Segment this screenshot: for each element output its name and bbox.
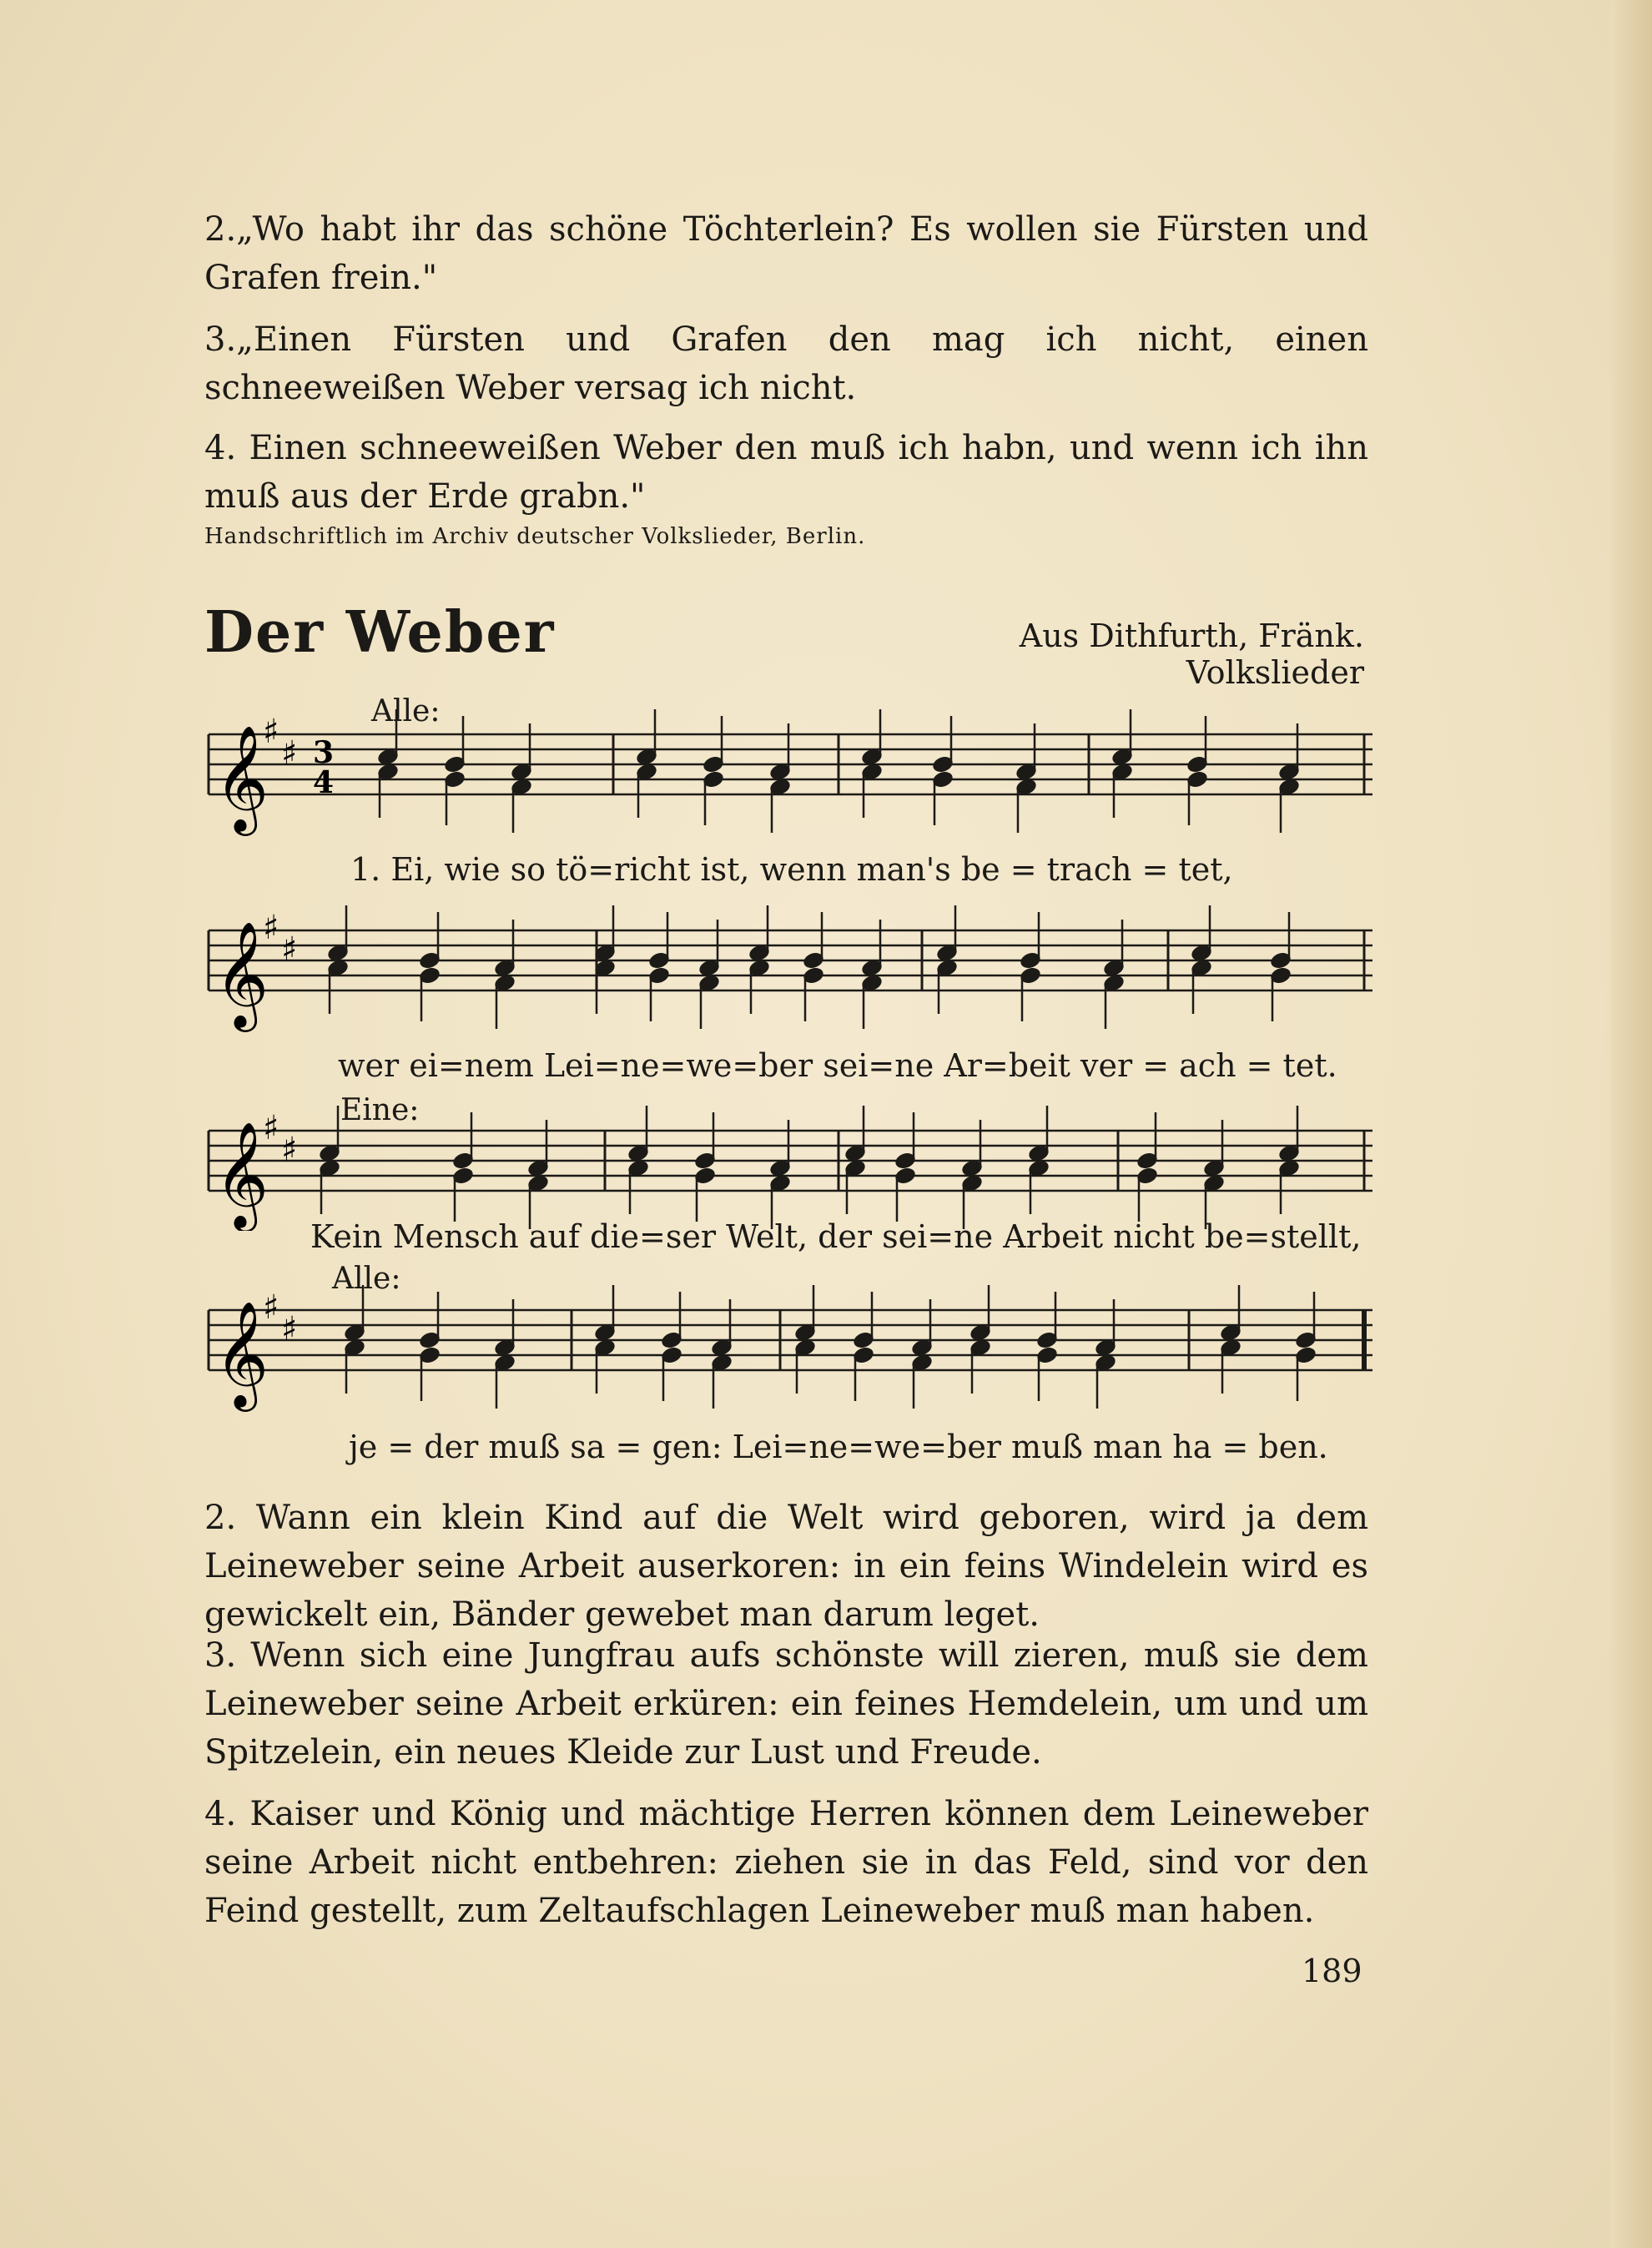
sharp-icon: ♯ — [263, 909, 280, 947]
lyrics-line-2: wer ei=nem Lei=ne=we=ber sei=ne Ar=beit ver = ach = tet. — [338, 1047, 1337, 1084]
treble-clef-icon: 𝄞 — [214, 724, 269, 831]
treble-clef-icon: 𝄞 — [214, 1300, 269, 1407]
time-signature: 3 — [313, 735, 335, 770]
bottom-verse-3: 3. Wenn sich eine Jungfrau aufs schönste will zieren, muß sie dem Leineweber seine Arbeit erküren: ein feines Hemdelein, um und um Spitzelein, ein neues Kleide zur Lust und Freude. — [204, 1636, 1368, 1772]
sharp-icon: ♯ — [281, 1131, 298, 1169]
page-edge — [1610, 0, 1652, 2248]
voice-label-1: Alle: — [371, 694, 441, 728]
sharp-icon: ♯ — [263, 1288, 280, 1327]
source-note: Handschriftlich im Archiv deutscher Volkslieder, Berlin. — [204, 524, 866, 549]
time-signature: 4 — [313, 765, 335, 800]
sharp-icon: ♯ — [263, 713, 280, 751]
top-verse-3: 3.„Einen Fürsten und Grafen den mag ich nicht, einen schneeweißen Weber versag ich nicht. — [204, 320, 1368, 407]
lyrics-line-1: 1. Ei, wie so tö=richt ist, wenn man's be = trach = tet, — [350, 851, 1233, 888]
song-title: Der Weber — [204, 599, 556, 666]
sharp-icon: ♯ — [263, 1109, 280, 1147]
bottom-verse-4: 4. Kaiser und König und mächtige Herren können dem Leineweber seine Arbeit nicht entbehren: ziehen sie in das Feld, sind vor den Feind gestellt, zum Zeltaufschlagen Leineweber muß man haben. — [204, 1795, 1368, 1930]
music-staff-1 — [204, 709, 1377, 843]
treble-clef-icon: 𝄞 — [214, 1121, 269, 1227]
treble-clef-icon: 𝄞 — [214, 920, 269, 1027]
sharp-icon: ♯ — [281, 930, 298, 969]
sharp-icon: ♯ — [281, 734, 298, 773]
lyrics-line-4: je = der muß sa = gen: Lei=ne=we=ber muß man ha = ben. — [349, 1429, 1328, 1465]
bottom-verse-2: 2. Wann ein klein Kind auf die Welt wird geboren, wird ja dem Leineweber seine Arbeit auserkoren: in ein feins Windelein wird es gewickelt ein, Bänder gewebet man darum leget. — [204, 1499, 1368, 1634]
page-number: 189 — [1302, 1953, 1362, 1989]
top-verse-4: 4. Einen schneeweißen Weber den muß ich habn, und wenn ich ihn muß aus der Erde grabn." — [204, 429, 1368, 516]
top-verse-2: 2.„Wo habt ihr das schöne Töchterlein? Es wollen sie Fürsten und Grafen frein." — [204, 210, 1368, 297]
song-attribution: Aus Dithfurth, Fränk. Volkslieder — [1019, 617, 1364, 691]
music-staff-3 — [204, 1106, 1377, 1231]
voice-label-3: Eine: — [340, 1093, 420, 1127]
music-staff-4 — [204, 1285, 1377, 1419]
voice-label-4: Alle: — [332, 1262, 401, 1296]
lyrics-line-3: Kein Mensch auf die=ser Welt, der sei=ne Arbeit nicht be=stellt, — [310, 1218, 1362, 1255]
music-staff-2 — [204, 905, 1377, 1039]
sharp-icon: ♯ — [281, 1310, 298, 1348]
